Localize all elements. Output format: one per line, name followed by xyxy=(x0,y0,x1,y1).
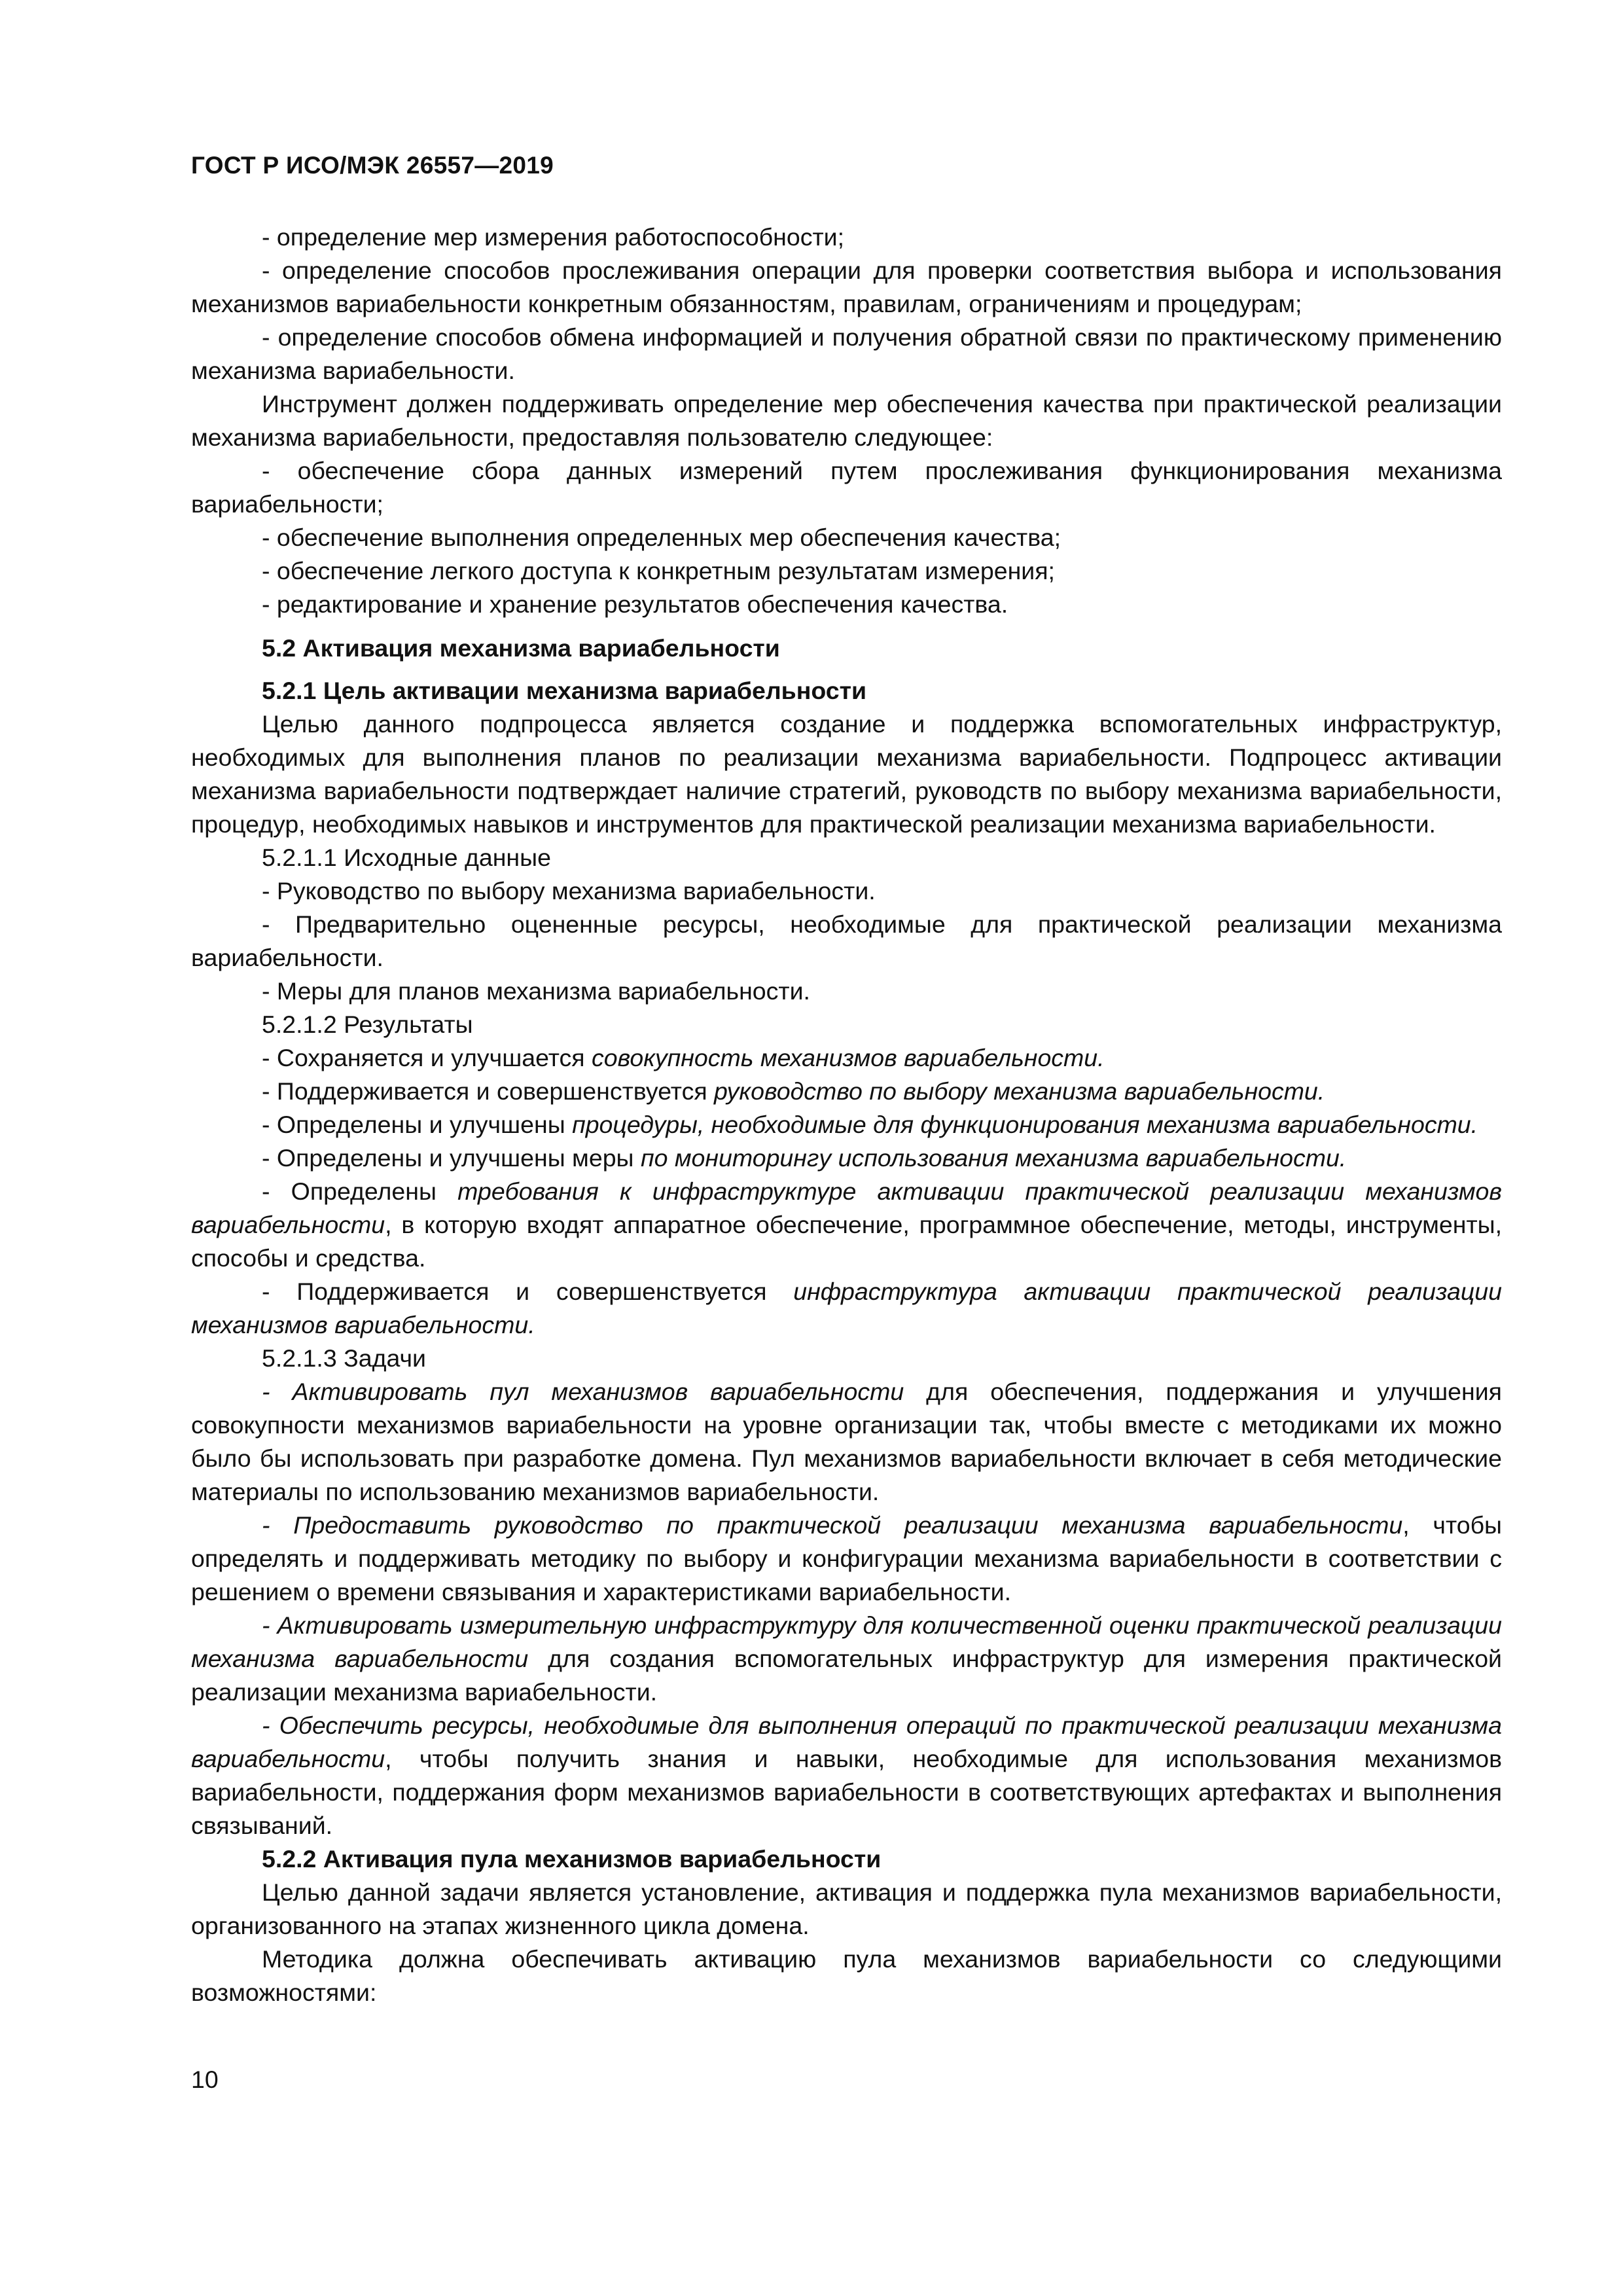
list-item: - Поддерживается и совершенствуется инфраструктура активации практической реализации механизмов вариабельности. xyxy=(191,1278,1502,1338)
list-item: - обеспечение сбора данных измерений путем прослеживания функционирования механизма вариабельности; xyxy=(191,457,1502,518)
subsection-heading: 5.2.1 Цель активации механизма вариабельности xyxy=(262,677,867,704)
list-item: - Определены и улучшены процедуры, необходимые для функционирования механизма вариабельности. xyxy=(262,1111,1478,1138)
list-item: - Сохраняется и улучшается совокупность механизмов вариабельности. xyxy=(262,1044,1105,1071)
list-item: - Определены требования к инфраструктуре активации практической реализации механизмов вариабельности, в которую входят аппаратное обеспечение, программное обеспечение, методы, инструменты, способы и средства. xyxy=(191,1177,1502,1272)
list-item: - Меры для планов механизма вариабельности. xyxy=(262,977,810,1005)
list-item: - Обеспечить ресурсы, необходимые для выполнения операций по практической реализации механизма вариабельности, чтобы получить знания и навыки, необходимые для использования механизмов вариабельности, поддержания форм механизмов вариабельности в соответствующих артефактах и выполнения связываний. xyxy=(191,1712,1502,1839)
page-body xyxy=(191,221,1502,2009)
clause-heading: 5.2.1.3 Задачи xyxy=(262,1344,427,1372)
list-item: - Активировать измерительную инфраструктуру для количественной оценки практической реализации механизма вариабельности для создания вспомогательных инфраструктур для измерения практической реализации механизма вариабельности. xyxy=(191,1611,1502,1706)
list-item: - Активировать пул механизмов вариабельности для обеспечения, поддержания и улучшения совокупности механизмов вариабельности на уровне организации так, чтобы вместе с методиками их можно было бы использовать при разработке домена. Пул механизмов вариабельности включает в себя методические материалы по использованию механизмов вариабельности. xyxy=(191,1378,1502,1505)
list-item: - обеспечение легкого доступа к конкретным результатам измерения; xyxy=(262,557,1055,584)
list-item: - Поддерживается и совершенствуется руководство по выбору механизма вариабельности. xyxy=(262,1077,1325,1105)
list-item: - Предварительно оцененные ресурсы, необходимые для практической реализации механизма вариабельности. xyxy=(191,910,1502,971)
paragraph: Целью данного подпроцесса является создание и поддержка вспомогательных инфраструктур, необходимых для выполнения планов по реализации механизма вариабельности. Подпроцесс активации механизма вариабельности подтверждает наличие стратегий, руководств по выбору механизма вариабельности, процедур, необходимых навыков и инструментов для практической реализации механизма вариабельности. xyxy=(191,710,1502,838)
list-item: - определение мер измерения работоспособности; xyxy=(262,223,845,251)
list-item: - Определены и улучшены меры по мониторингу использования механизма вариабельности. xyxy=(262,1144,1347,1172)
list-item: - Предоставить руководство по практической реализации механизма вариабельности, чтобы определять и поддерживать методику по выбору и конфигурации механизма вариабельности в соответствии с решением о времени связывания и характеристиками вариабельности. xyxy=(191,1511,1502,1605)
paragraph: Целью данной задачи является установление, активация и поддержка пула механизмов вариабельности, организованного на этапах жизненного цикла домена. xyxy=(191,1878,1502,1939)
paragraph: Инструмент должен поддерживать определение мер обеспечения качества при практической реализации механизма вариабельности, предоставляя пользователю следующее: xyxy=(191,390,1502,451)
document-header: ГОСТ Р ИСО/МЭК 26557—2019 xyxy=(191,152,554,179)
list-item: - определение способов прослеживания операции для проверки соответствия выбора и использования механизмов вариабельности конкретным обязанностям, правилам, ограничениям и процедурам; xyxy=(191,257,1502,317)
clause-heading: 5.2.1.1 Исходные данные xyxy=(262,844,551,871)
list-item: - редактирование и хранение результатов обеспечения качества. xyxy=(262,590,1008,618)
section-heading: 5.2 Активация механизма вариабельности xyxy=(262,634,780,662)
page-number: 10 xyxy=(191,2066,219,2093)
paragraph: Методика должна обеспечивать активацию пула механизмов вариабельности со следующими возможностями: xyxy=(191,1945,1502,2006)
subsection-heading: 5.2.2 Активация пула механизмов вариабельности xyxy=(262,1845,882,1873)
list-item: - обеспечение выполнения определенных мер обеспечения качества; xyxy=(262,524,1061,551)
clause-heading: 5.2.1.2 Результаты xyxy=(262,1011,473,1038)
list-item: - определение способов обмена информацией и получения обратной связи по практическому применению механизма вариабельности. xyxy=(191,323,1502,384)
list-item: - Руководство по выбору механизма вариабельности. xyxy=(262,877,876,905)
